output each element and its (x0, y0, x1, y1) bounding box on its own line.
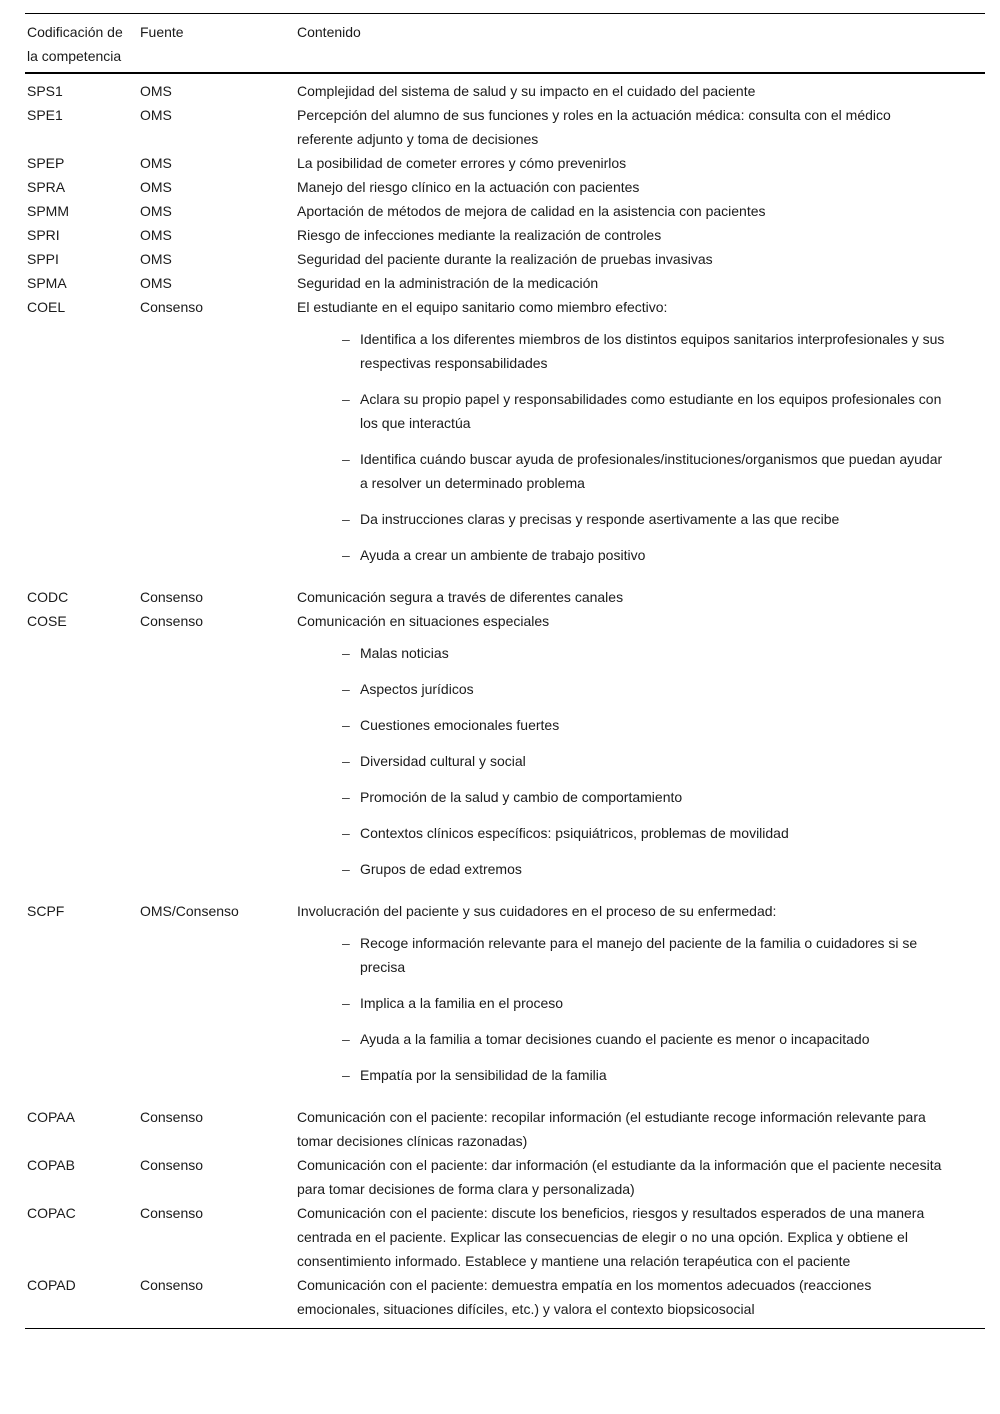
competency-code: SPPI (27, 251, 59, 267)
bullet-item (342, 1027, 977, 1051)
table-row (27, 1105, 985, 1153)
bullet-text: Contextos clínicos específicos: psiquiátricos, problemas de movilidad (360, 825, 789, 841)
dash-icon: – (342, 331, 350, 347)
table-row (27, 151, 985, 175)
table-row (27, 79, 985, 103)
bullet-item (342, 749, 977, 773)
header-fuente: Fuente (140, 24, 184, 40)
bullet-item (342, 785, 977, 809)
competency-content-cell (297, 223, 985, 247)
table-row (27, 271, 985, 295)
bullet-list (297, 327, 977, 567)
bullet-text: Recoge información relevante para el manejo del paciente de la familia o cuidadores si se precisa (360, 935, 918, 975)
competency-description: Comunicación con el paciente: demuestra empatía en los momentos adecuados (reacciones emocionales, situaciones difíciles, etc.) y valora el contexto biopsicosocial (297, 1277, 872, 1317)
competency-source: OMS (140, 107, 172, 123)
competency-source: OMS (140, 251, 172, 267)
dash-icon: – (342, 547, 350, 563)
competency-code: SPMA (27, 275, 67, 291)
bullet-text: Identifica a los diferentes miembros de los distintos equipos sanitarios interprofesionales y sus respectivas responsabilidades (360, 331, 945, 371)
competency-description: El estudiante en el equipo sanitario como miembro efectivo: (297, 299, 668, 315)
table-row (27, 1273, 985, 1321)
competency-description: Riesgo de infecciones mediante la realización de controles (297, 227, 662, 243)
competency-code: SPE1 (27, 107, 63, 123)
bullet-text: Da instrucciones claras y precisas y responde asertivamente a las que recibe (360, 511, 840, 527)
competency-content-cell (297, 199, 985, 223)
competency-code: SPEP (27, 155, 65, 171)
competency-source: OMS (140, 179, 172, 195)
competency-description: Comunicación con el paciente: discute los beneficios, riesgos y resultados esperados de una manera centrada en el paciente. Explicar las consecuencias de elegir o no una opción. Explica y obtiene el consentimiento informado. Establece y mantiene una relación terapéutica con el paciente (297, 1205, 925, 1269)
bullet-text: Ayuda a la familia a tomar decisiones cuando el paciente es menor o incapacitado (360, 1031, 870, 1047)
bullet-item (342, 991, 977, 1015)
dash-icon: – (342, 391, 350, 407)
competency-code: SPMM (27, 203, 69, 219)
competency-content-cell (297, 151, 985, 175)
dash-icon: – (342, 717, 350, 733)
competency-content-cell (297, 175, 985, 199)
bullet-item (342, 857, 977, 881)
bullet-list (297, 931, 977, 1087)
competency-code: SCPF (27, 903, 65, 919)
competency-description: Comunicación con el paciente: recopilar información (el estudiante recoge información relevante para tomar decisiones clínicas razonadas) (297, 1109, 926, 1149)
competency-source: OMS (140, 203, 172, 219)
competency-content-cell (297, 1273, 985, 1321)
competency-content-cell (297, 79, 985, 103)
header-contenido: Contenido (297, 24, 361, 40)
dash-icon: – (342, 511, 350, 527)
table-row (27, 199, 985, 223)
competency-description: La posibilidad de cometer errores y cómo prevenirlos (297, 155, 627, 171)
table-row (27, 1201, 985, 1273)
bullet-item (342, 713, 977, 737)
bullet-item (342, 641, 977, 665)
competency-description: Seguridad en la administración de la medicación (297, 275, 599, 291)
competency-source: OMS (140, 155, 172, 171)
competency-content-cell (297, 609, 985, 899)
table-header-row (25, 14, 985, 74)
competency-content-cell (297, 247, 985, 271)
dash-icon: – (342, 935, 350, 951)
competency-content-cell (297, 899, 985, 1105)
dash-icon: – (342, 451, 350, 467)
competency-content-cell (297, 103, 985, 151)
competency-content-cell (297, 1153, 985, 1201)
bullet-text: Cuestiones emocionales fuertes (360, 717, 560, 733)
competency-description: Manejo del riesgo clínico en la actuación con pacientes (297, 179, 640, 195)
table-row (27, 223, 985, 247)
bullet-item (342, 677, 977, 701)
competency-description: Percepción del alumno de sus funciones y roles en la actuación médica: consulta con el médico referente adjunto y toma de decisiones (297, 107, 891, 147)
dash-icon: – (342, 995, 350, 1011)
bullet-item (342, 447, 977, 495)
competency-description: Comunicación segura a través de diferentes canales (297, 589, 624, 605)
competency-code: COPAB (27, 1157, 75, 1173)
competency-source: Consenso (140, 613, 204, 629)
competency-description: Aportación de métodos de mejora de calidad en la asistencia con pacientes (297, 203, 766, 219)
competency-source: Consenso (140, 1277, 204, 1293)
competency-content-cell (297, 271, 985, 295)
competency-source: Consenso (140, 299, 204, 315)
bullet-item (342, 821, 977, 845)
table-row (27, 585, 985, 609)
bullet-text: Empatía por la sensibilidad de la familia (360, 1067, 607, 1083)
dash-icon: – (342, 789, 350, 805)
competency-code: SPS1 (27, 83, 63, 99)
dash-icon: – (342, 861, 350, 877)
bullet-text: Grupos de edad extremos (360, 861, 522, 877)
dash-icon: – (342, 825, 350, 841)
competencies-table (25, 13, 985, 1329)
table-row (27, 247, 985, 271)
header-codificacion: Codificación de la competencia (27, 24, 123, 64)
table-row (27, 899, 985, 1105)
table-row (27, 103, 985, 151)
bullet-text: Aspectos jurídicos (360, 681, 474, 697)
competency-code: COPAC (27, 1205, 76, 1221)
competency-content-cell (297, 1105, 985, 1153)
competency-source: Consenso (140, 1205, 204, 1221)
bullet-item (342, 1063, 977, 1087)
table-row (27, 175, 985, 199)
competency-content-cell (297, 295, 985, 585)
competency-source: OMS (140, 227, 172, 243)
competency-code: COPAA (27, 1109, 75, 1125)
bullet-text: Diversidad cultural y social (360, 753, 526, 769)
competency-code: SPRI (27, 227, 60, 243)
table-row (27, 1153, 985, 1201)
competency-code: CODC (27, 589, 69, 605)
bullet-text: Aclara su propio papel y responsabilidades como estudiante en los equipos profesionales con los que interactúa (360, 391, 942, 431)
bullet-text: Malas noticias (360, 645, 449, 661)
competency-code: COSE (27, 613, 67, 629)
competency-code: COPAD (27, 1277, 76, 1293)
table-row (27, 295, 985, 585)
competency-source: OMS (140, 83, 172, 99)
bullet-list (297, 641, 977, 881)
competency-content-cell (297, 1201, 985, 1273)
competency-code: COEL (27, 299, 66, 315)
bullet-text: Implica a la familia en el proceso (360, 995, 564, 1011)
competency-description: Comunicación en situaciones especiales (297, 613, 550, 629)
competency-source: OMS (140, 275, 172, 291)
competency-description: Involucración del paciente y sus cuidadores en el proceso de su enfermedad: (297, 903, 777, 919)
bullet-text: Identifica cuándo buscar ayuda de profesionales/instituciones/organismos que puedan ayudar a resolver un determinado problema (360, 451, 943, 491)
competency-source: Consenso (140, 1157, 204, 1173)
bullet-item (342, 543, 977, 567)
competency-source: OMS/Consenso (140, 903, 239, 919)
bullet-text: Ayuda a crear un ambiente de trabajo positivo (360, 547, 646, 563)
dash-icon: – (342, 753, 350, 769)
bullet-text: Promoción de la salud y cambio de comportamiento (360, 789, 683, 805)
dash-icon: – (342, 1031, 350, 1047)
competency-content-cell (297, 585, 985, 609)
competency-code: SPRA (27, 179, 66, 195)
dash-icon: – (342, 645, 350, 661)
bullet-item (342, 387, 977, 435)
table-body (25, 74, 985, 1328)
competency-description: Complejidad del sistema de salud y su impacto en el cuidado del paciente (297, 83, 756, 99)
competency-description: Seguridad del paciente durante la realización de pruebas invasivas (297, 251, 713, 267)
competency-source: Consenso (140, 1109, 204, 1125)
table-row (27, 609, 985, 899)
competency-source: Consenso (140, 589, 204, 605)
bullet-item (342, 507, 977, 531)
dash-icon: – (342, 681, 350, 697)
bullet-item (342, 327, 977, 375)
bullet-item (342, 931, 977, 979)
competency-description: Comunicación con el paciente: dar información (el estudiante da la información que el paciente necesita para tomar decisiones de forma clara y personalizada) (297, 1157, 942, 1197)
dash-icon: – (342, 1067, 350, 1083)
